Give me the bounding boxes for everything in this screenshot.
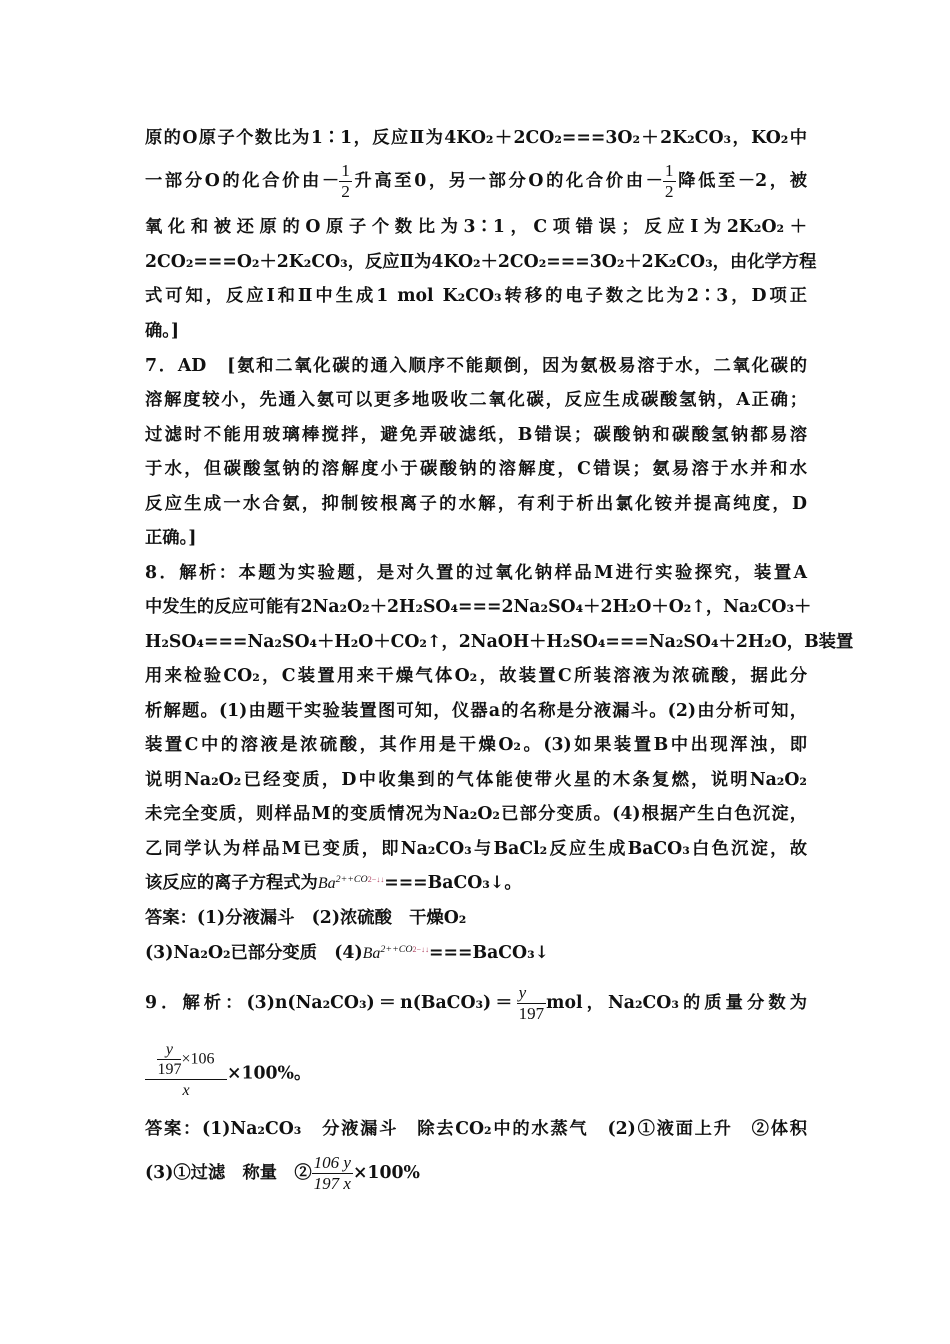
ion-co3 — [347, 874, 384, 885]
line-2-a: 一部分O的化合价由－ — [145, 171, 340, 191]
fraction-half — [339, 161, 352, 202]
ion-ba: Ba — [362, 945, 381, 962]
line-25-a: 9．解析：(3)n(Na₂CO₃)＝n(BaCO₃)＝ — [145, 993, 517, 1013]
line-25 — [145, 980, 807, 1026]
ion-ba: Ba — [317, 875, 336, 892]
line-11: 反应生成一水合氨，抑制铵根离子的水解，有利于析出氯化铵并提高纯度，D — [145, 494, 807, 514]
ion-co3-text: +CO — [347, 874, 368, 886]
line-27 — [145, 1150, 807, 1196]
line-16: 用来检验CO₂，C装置用来干燥气体O₂，故装置C所装溶液为浓硫酸，据此分 — [145, 666, 807, 686]
line-4: 2CO₂===O₂＋2K₂CO₃，反应Ⅱ为4KO₂＋2CO₂===3O₂＋2K₂CO₃，由化学方程 — [145, 252, 817, 272]
ion-garble: 2−↓↓ — [412, 945, 430, 955]
line-5: 式可知，反应Ⅰ和Ⅱ中生成1 mol K₂CO₃转移的电子数之比为2∶3，D项正 — [145, 286, 807, 306]
ion-garble: 2−↓↓ — [367, 875, 385, 885]
inner-den: 197 — [157, 1061, 182, 1078]
frac-den: 197 — [518, 1004, 545, 1023]
frac-den: 2 — [341, 182, 350, 201]
line-24-b: ===BaCO₃↓ — [429, 943, 550, 963]
line-10: 于水，但碳酸氢钠的溶解度小于碳酸钠的溶解度，C错误；氨易溶于水并和水 — [145, 459, 807, 479]
line-27-b: ×100% — [352, 1163, 420, 1183]
num-tail: ×106 — [181, 1050, 215, 1068]
fraction-half-2 — [663, 161, 676, 202]
line-8: 溶解度较小，先通入氨可以更多地吸收二氧化碳，反应生成碳酸氢钠，A正确； — [145, 390, 807, 410]
line-23: 答案：(1)分液漏斗 (2)浓硫酸 干燥O₂ — [145, 908, 467, 928]
frac-num: 106 y — [313, 1153, 351, 1172]
line-15: H₂SO₄===Na₂SO₄＋H₂O＋CO₂↑，2NaOH＋H₂SO₄===Na₂SO₄＋2H₂O，B装置 — [145, 632, 854, 652]
line-13: 8．解析：本题为实验题，是对久置的过氧化钠样品M进行实验探究，装置A — [145, 563, 807, 583]
ion-co3 — [392, 944, 429, 955]
line-22 — [145, 872, 807, 895]
ionic-formula — [318, 875, 384, 892]
line-20: 未完全变质，则样品M的变质情况为Na₂O₂已部分变质。(4)根据产生白色沉淀， — [145, 804, 807, 824]
line-2 — [145, 158, 807, 204]
fraction-y-197 — [517, 983, 547, 1024]
frac-num: 1 — [664, 161, 674, 180]
line-7: 7．AD [氨和二氧化碳的通入顺序不能颠倒，因为氨极易溶于水，二氧化碳的 — [145, 356, 807, 376]
outer-den: x — [145, 1079, 227, 1102]
ion-sup: 2+ — [380, 944, 393, 956]
frac-num: y — [518, 983, 527, 1002]
ion-co3-text: +CO — [392, 944, 413, 956]
line-17: 析解题。(1)由题干实验装置图可知，仪器a的名称是分液漏斗。(2)由分析可知， — [145, 701, 807, 721]
line-27-a: (3)①过滤 称量 ② — [145, 1163, 312, 1183]
line-19: 说明Na₂O₂已经变质，D中收集到的气体能使带火星的木条复燃，说明Na₂O₂ — [145, 770, 807, 790]
fraction-106y-197x — [312, 1153, 353, 1194]
line-18: 装置C中的溶液是浓硫酸，其作用是干燥O₂。(3)如果装置B中出现浑浊，即 — [145, 735, 807, 755]
line-6: 确。] — [145, 321, 180, 341]
line-21: 乙同学认为样品M已变质，即Na₂CO₃与BaCl₂反应生成BaCO₃白色沉淀，故 — [145, 839, 807, 859]
mass-fraction-expression — [145, 1040, 311, 1102]
frac-den: 2 — [664, 182, 674, 201]
ionic-formula-2 — [363, 945, 429, 962]
line-14: 中发生的反应可能有2Na₂O₂＋2H₂SO₄===2Na₂SO₄＋2H₂O＋O₂↑，Na₂CO₃＋ — [145, 597, 812, 617]
frac-den: 197 x — [313, 1174, 351, 1193]
inner-num: y — [165, 1041, 174, 1058]
line-26: 答案：(1)Na₂CO₃ 分液漏斗 除去CO₂中的水蒸气 (2)①液面上升 ②体积 — [145, 1119, 807, 1139]
line-12: 正确。] — [145, 528, 197, 548]
percent-tail: ×100%。 — [227, 1063, 312, 1084]
line-24 — [145, 942, 807, 965]
line-22-a: 该反应的离子方程式为 — [145, 873, 318, 893]
line-3: 氧化和被还原的O原子个数比为3∶1，C项错误；反应Ⅰ为2K₂O₂＋ — [145, 217, 807, 237]
line-2-c: 降低至－2，被 — [675, 171, 807, 191]
line-24-a: (3)Na₂O₂已部分变质 (4) — [145, 943, 363, 963]
frac-num: 1 — [341, 161, 350, 180]
line-2-b: 升高至0，另一部分O的化合价由－ — [351, 171, 663, 191]
ion-sup: 2+ — [335, 874, 348, 886]
line-1: 原的O原子个数比为1∶1，反应Ⅱ为4KO₂＋2CO₂===3O₂＋2K₂CO₃，KO₂中 — [145, 128, 807, 148]
line-9: 过滤时不能用玻璃棒搅拌，避免弄破滤纸，B错误；碳酸钠和碳酸氢钠都易溶 — [145, 425, 807, 445]
line-22-b: ===BaCO₃↓。 — [384, 873, 522, 893]
line-25-b: mol，Na₂CO₃的质量分数为 — [546, 993, 807, 1013]
